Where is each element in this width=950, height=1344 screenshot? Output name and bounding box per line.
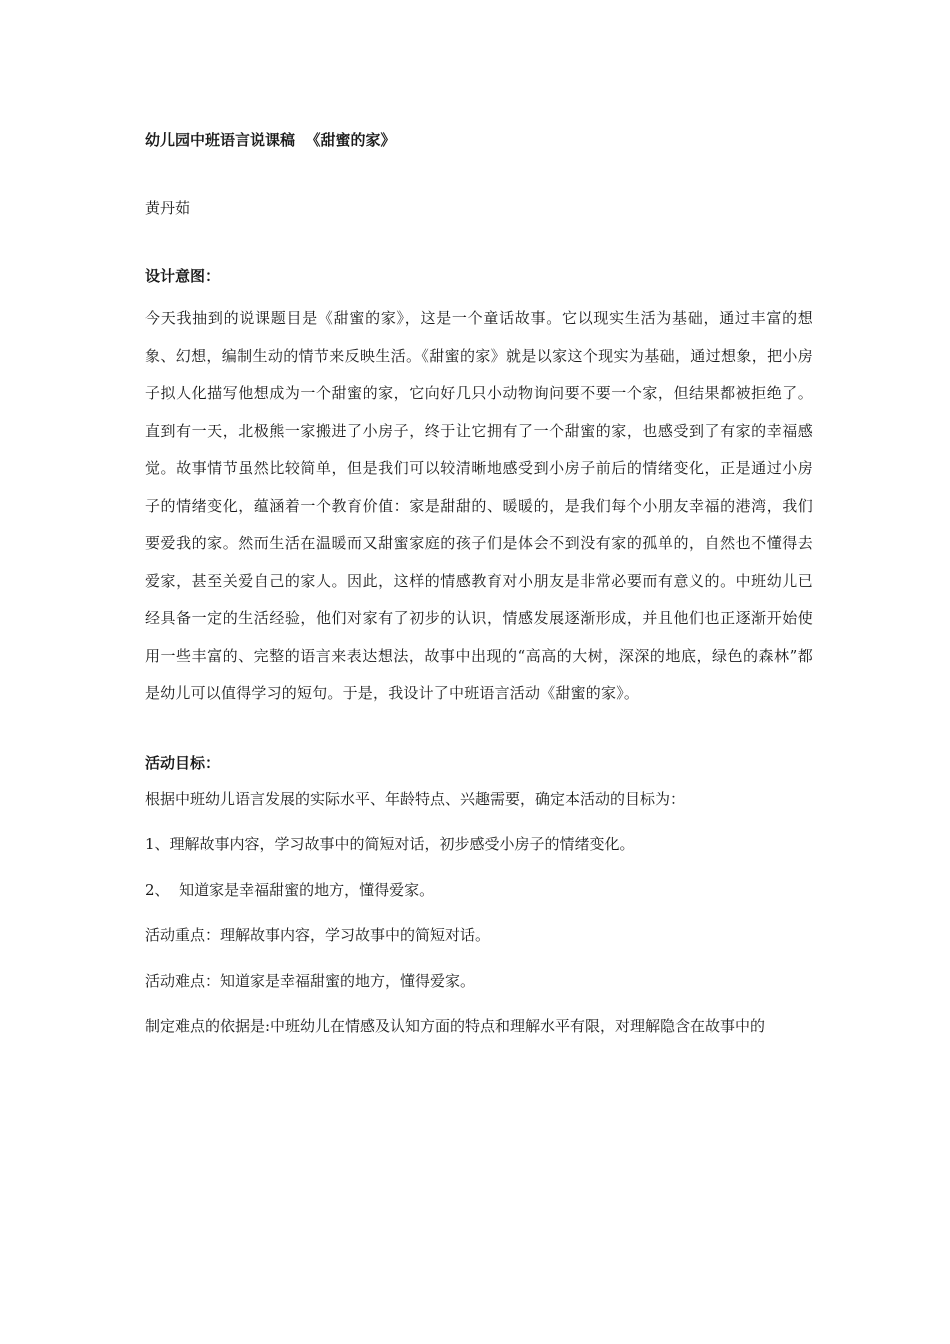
document-author: 黄丹茹 (145, 199, 191, 217)
section-heading-design: 设计意图： (145, 267, 221, 285)
goals-line: 活动重点：理解故事内容，学习故事中的简短对话。 (145, 926, 491, 944)
goals-line: 1、理解故事内容，学习故事中的简短对话，初步感受小房子的情绪变化。 (145, 835, 635, 853)
document-body (145, 128, 813, 1060)
document-title: 幼儿园中班语言说课稿 《甜蜜的家》 (145, 131, 396, 149)
goals-line: 根据中班幼儿语言发展的实际水平、年龄特点、兴趣需要，确定本活动的目标为： (145, 789, 686, 808)
goals-line: 制定难点的依据是:中班幼儿在情感及认知方面的特点和理解水平有限，对理解隐含在故事中的 (145, 1017, 766, 1035)
goals-line: 活动难点：知道家是幸福甜蜜的地方，懂得爱家。 (145, 971, 476, 990)
section-heading-goals: 活动目标： (145, 753, 221, 772)
design-paragraph: 今天我抽到的说课题目是《甜蜜的家》，这是一个童话故事。它以现实生活为基础，通过丰富的想象、幻想，编制生动的情节来反映生活。《甜蜜的家》就是以家这个现实为基础，通过想象，把小房子拟人化描写他想成为一个甜蜜的家，它向好几只小动物询问要不要一个家，但结果都被拒绝了。直到有一天，北极熊一家搬进了小房子，终于让它拥有了一个甜蜜的家，也感受到了有家的幸福感觉。故事情节虽然比较简单，但是我们可以较清晰地感受到小房子前后的情绪变化，正是通过小房子的情绪变化，蕴涵着一个教育价值：家是甜甜的、暖暖的，是我们每个小朋友幸福的港湾，我们要爱我的家。然而生活在温暖而又甜蜜家庭的孩子们是体会不到没有家的孤单的，自然也不懂得去爱家，甚至关爱自己的家人。因此，这样的情感教育对小朋友是非常必要而有意义的。中班幼儿已经具备一定的生活经验，他们对家有了初步的认识，情感发展逐渐形成，并且他们也正逐渐开始使用一些丰富的、完整的语言来表达想法，故事中出现的“高高的大树，深深的地底，绿色的森林”都是幼儿可以值得学习的短句。于是，我设计了中班语言活动《甜蜜的家》。 (145, 309, 813, 702)
goals-line: 2、 知道家是幸福甜蜜的地方，懂得爱家。 (145, 880, 435, 899)
